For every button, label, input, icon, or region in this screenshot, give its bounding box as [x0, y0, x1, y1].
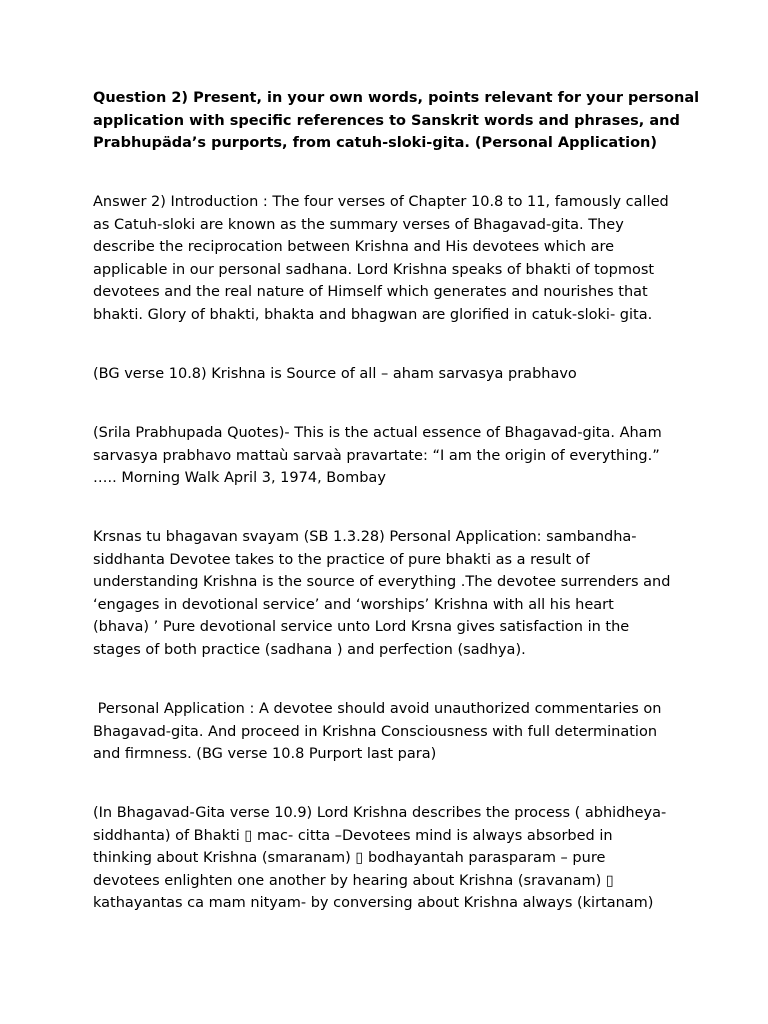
- verse-10-9-line: kathayantas ca mam nityam- by conversing about Krishna always (kirtanam): [93, 895, 654, 911]
- personal-application-line: Personal Application : A devotee should avoid unauthorized commentaries on: [93, 701, 662, 717]
- prabhupada-quote-paragraph: [93, 422, 713, 490]
- verse-10-8-paragraph: [93, 363, 713, 386]
- verse-10-9-line: siddhanta) of Bhakti ▯ mac- citta –Devotees mind is always absorbed in: [93, 827, 613, 844]
- krsnas-tu-line: stages of both practice (sadhana ) and perfection (sadhya).: [93, 641, 526, 658]
- krsnas-tu-line: siddhanta Devotee takes to the practice of pure bhakti as a result of: [93, 551, 590, 568]
- verse-10-9-paragraph: [93, 802, 713, 915]
- krsnas-tu-line: Krsnas tu bhagavan svayam (SB 1.3.28) Personal Application: sambandha-: [93, 529, 637, 545]
- prabhupada-quote-line: ….. Morning Walk April 3, 1974, Bombay: [93, 470, 386, 486]
- prabhupada-quote-line: sarvasya prabhavo mattaù sarvaà pravartate: “I am the origin of everything.”: [93, 447, 660, 464]
- verse-10-9-line: (In Bhagavad-Gita verse 10.9) Lord Krishna describes the process ( abhidheya-: [93, 805, 667, 821]
- verse-10-9-line: devotees enlighten one another by hearing about Krishna (sravanam) ▯: [93, 872, 614, 889]
- question-line: application with specific references to Sanskrit words and phrases, and: [93, 112, 680, 129]
- krsnas-tu-line: understanding Krishna is the source of everything .The devotee surrenders and: [93, 574, 671, 590]
- krsnas-tu-line: ‘engages in devotional service’ and ‘worships’ Krishna with all his heart: [93, 596, 614, 613]
- answer-intro-line: describe the reciprocation between Krishna and His devotees which are: [93, 239, 615, 255]
- personal-application-paragraph: [93, 698, 713, 766]
- question-line: Question 2) Present, in your own words, points relevant for your personal: [93, 90, 700, 106]
- personal-application-line: Bhagavad-gita. And proceed in Krishna Consciousness with full determination: [93, 723, 658, 740]
- answer-intro-line: bhakti. Glory of bhakti, bhakta and bhagwan are glorified in catuk-sloki- gita.: [93, 306, 653, 323]
- answer-intro-line: as Catuh-sloki are known as the summary verses of Bhagavad-gita. They: [93, 216, 624, 233]
- answer-intro-line: devotees and the real nature of Himself which generates and nourishes that: [93, 284, 648, 300]
- personal-application-line: and firmness. (BG verse 10.8 Purport last para): [93, 746, 437, 762]
- answer-intro-paragraph: [93, 191, 713, 326]
- verse-10-8-line: (BG verse 10.8) Krishna is Source of all – aham sarvasya prabhavo: [93, 366, 577, 382]
- krsnas-tu-paragraph: [93, 526, 713, 661]
- question-line: Prabhupäda’s purports, from catuh-sloki-gita. (Personal Application): [93, 135, 658, 151]
- prabhupada-quote-line: (Srila Prabhupada Quotes)- This is the actual essence of Bhagavad-gita. Aham: [93, 425, 662, 441]
- verse-10-9-line: thinking about Krishna (smaranam) ▯ bodhayantah parasparam – pure: [93, 850, 606, 866]
- krsnas-tu-line: (bhava) ’ Pure devotional service unto Lord Krsna gives satisfaction in the: [93, 619, 630, 635]
- question-paragraph: [93, 87, 713, 155]
- answer-intro-line: applicable in our personal sadhana. Lord Krishna speaks of bhakti of topmost: [93, 261, 655, 278]
- answer-intro-line: Answer 2) Introduction : The four verses of Chapter 10.8 to 11, famously called: [93, 194, 669, 210]
